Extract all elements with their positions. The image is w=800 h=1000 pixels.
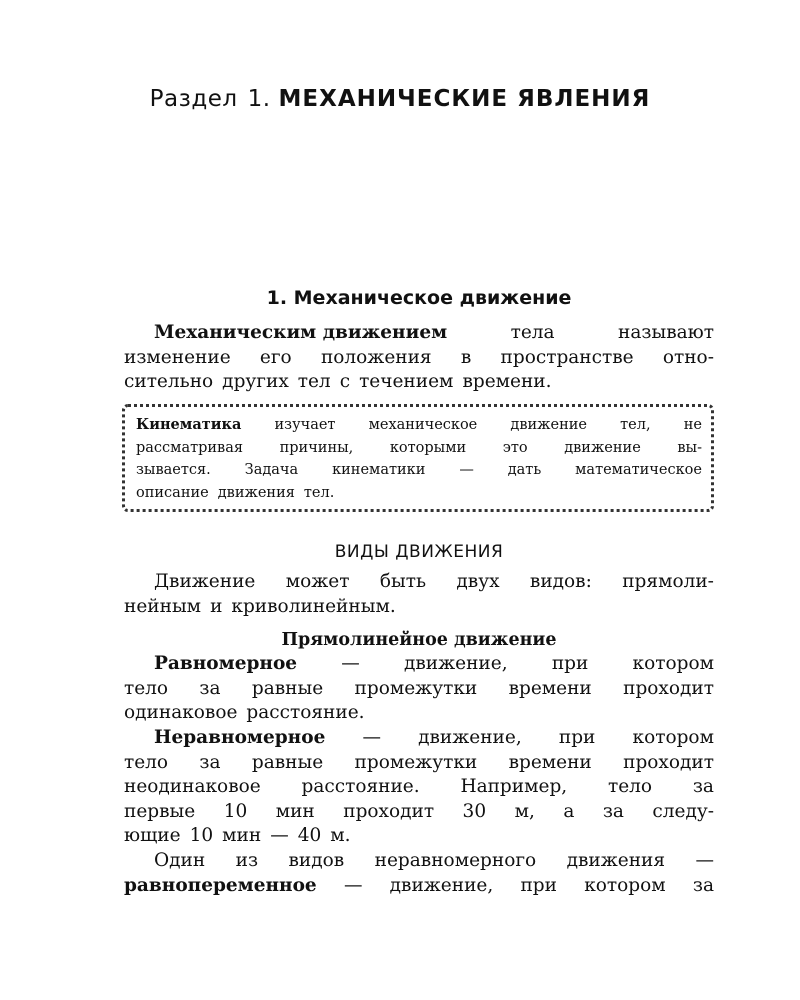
variable-line: равнопеременное — движение, при котором за xyxy=(124,874,714,899)
definition-term: Механическим движением xyxy=(154,322,448,343)
section-title: МЕХАНИЧЕСКИЕ ЯВЛЕНИЯ xyxy=(278,86,651,112)
variable-line: Один из видов неравномерного движения — xyxy=(154,850,714,871)
nonuniform-term: Неравномерное xyxy=(154,727,326,748)
definition-line: изменение его положения в пространстве отно- xyxy=(124,346,714,368)
kinematics-note-text xyxy=(136,414,702,504)
section-label: Раздел xyxy=(149,86,238,112)
chapter-title: 1. Механическое движение xyxy=(266,287,572,309)
variable-paragraph xyxy=(124,849,714,898)
nonuniform-line: Неравномерное — движение, при котором xyxy=(124,726,714,751)
nonuniform-line: тело за равные промежутки времени проходит xyxy=(124,751,714,773)
nonuniform-paragraph xyxy=(124,726,714,849)
kinds-intro-line: Движение может быть двух видов: прямоли- xyxy=(154,571,714,592)
variable-term: равнопеременное xyxy=(124,874,317,896)
uniform-line: одинаковое расстояние. xyxy=(124,702,365,723)
note-line: рассматривая причины, которыми это движение вы- xyxy=(136,439,702,456)
definition-line: Механическим движением тела называют xyxy=(124,321,714,346)
kinds-heading: ВИДЫ ДВИЖЕНИЯ xyxy=(334,542,504,562)
section-number: 1. xyxy=(247,86,271,112)
uniform-paragraph xyxy=(124,652,714,726)
nonuniform-line: ющие 10 мин — 40 м. xyxy=(124,825,351,846)
nonuniform-line: неодинаковое расстояние. Например, тело за xyxy=(124,776,714,797)
definition-line: сительно других тел с течением времени. xyxy=(124,371,552,392)
definition-paragraph xyxy=(124,321,714,395)
rectilinear-heading: Прямолинейное движение xyxy=(281,630,557,650)
uniform-line: Равномерное — движение, при котором xyxy=(124,652,714,677)
section-header xyxy=(0,86,800,112)
kinds-intro-paragraph xyxy=(124,570,714,619)
nonuniform-line: первые 10 мин проходит 30 м, а за следу- xyxy=(124,800,714,822)
note-term: Кинематика xyxy=(136,416,242,433)
note-line: зывается. Задача кинематики — дать математическое xyxy=(136,462,702,478)
kinds-intro-line: нейным и криволинейным. xyxy=(124,595,396,617)
note-line: описание движения тел. xyxy=(136,484,335,501)
uniform-line: тело за равные промежутки времени проходит xyxy=(124,677,714,699)
uniform-term: Равномерное xyxy=(154,653,298,674)
note-line: Кинематика изучает механическое движение тел, не xyxy=(136,414,702,437)
